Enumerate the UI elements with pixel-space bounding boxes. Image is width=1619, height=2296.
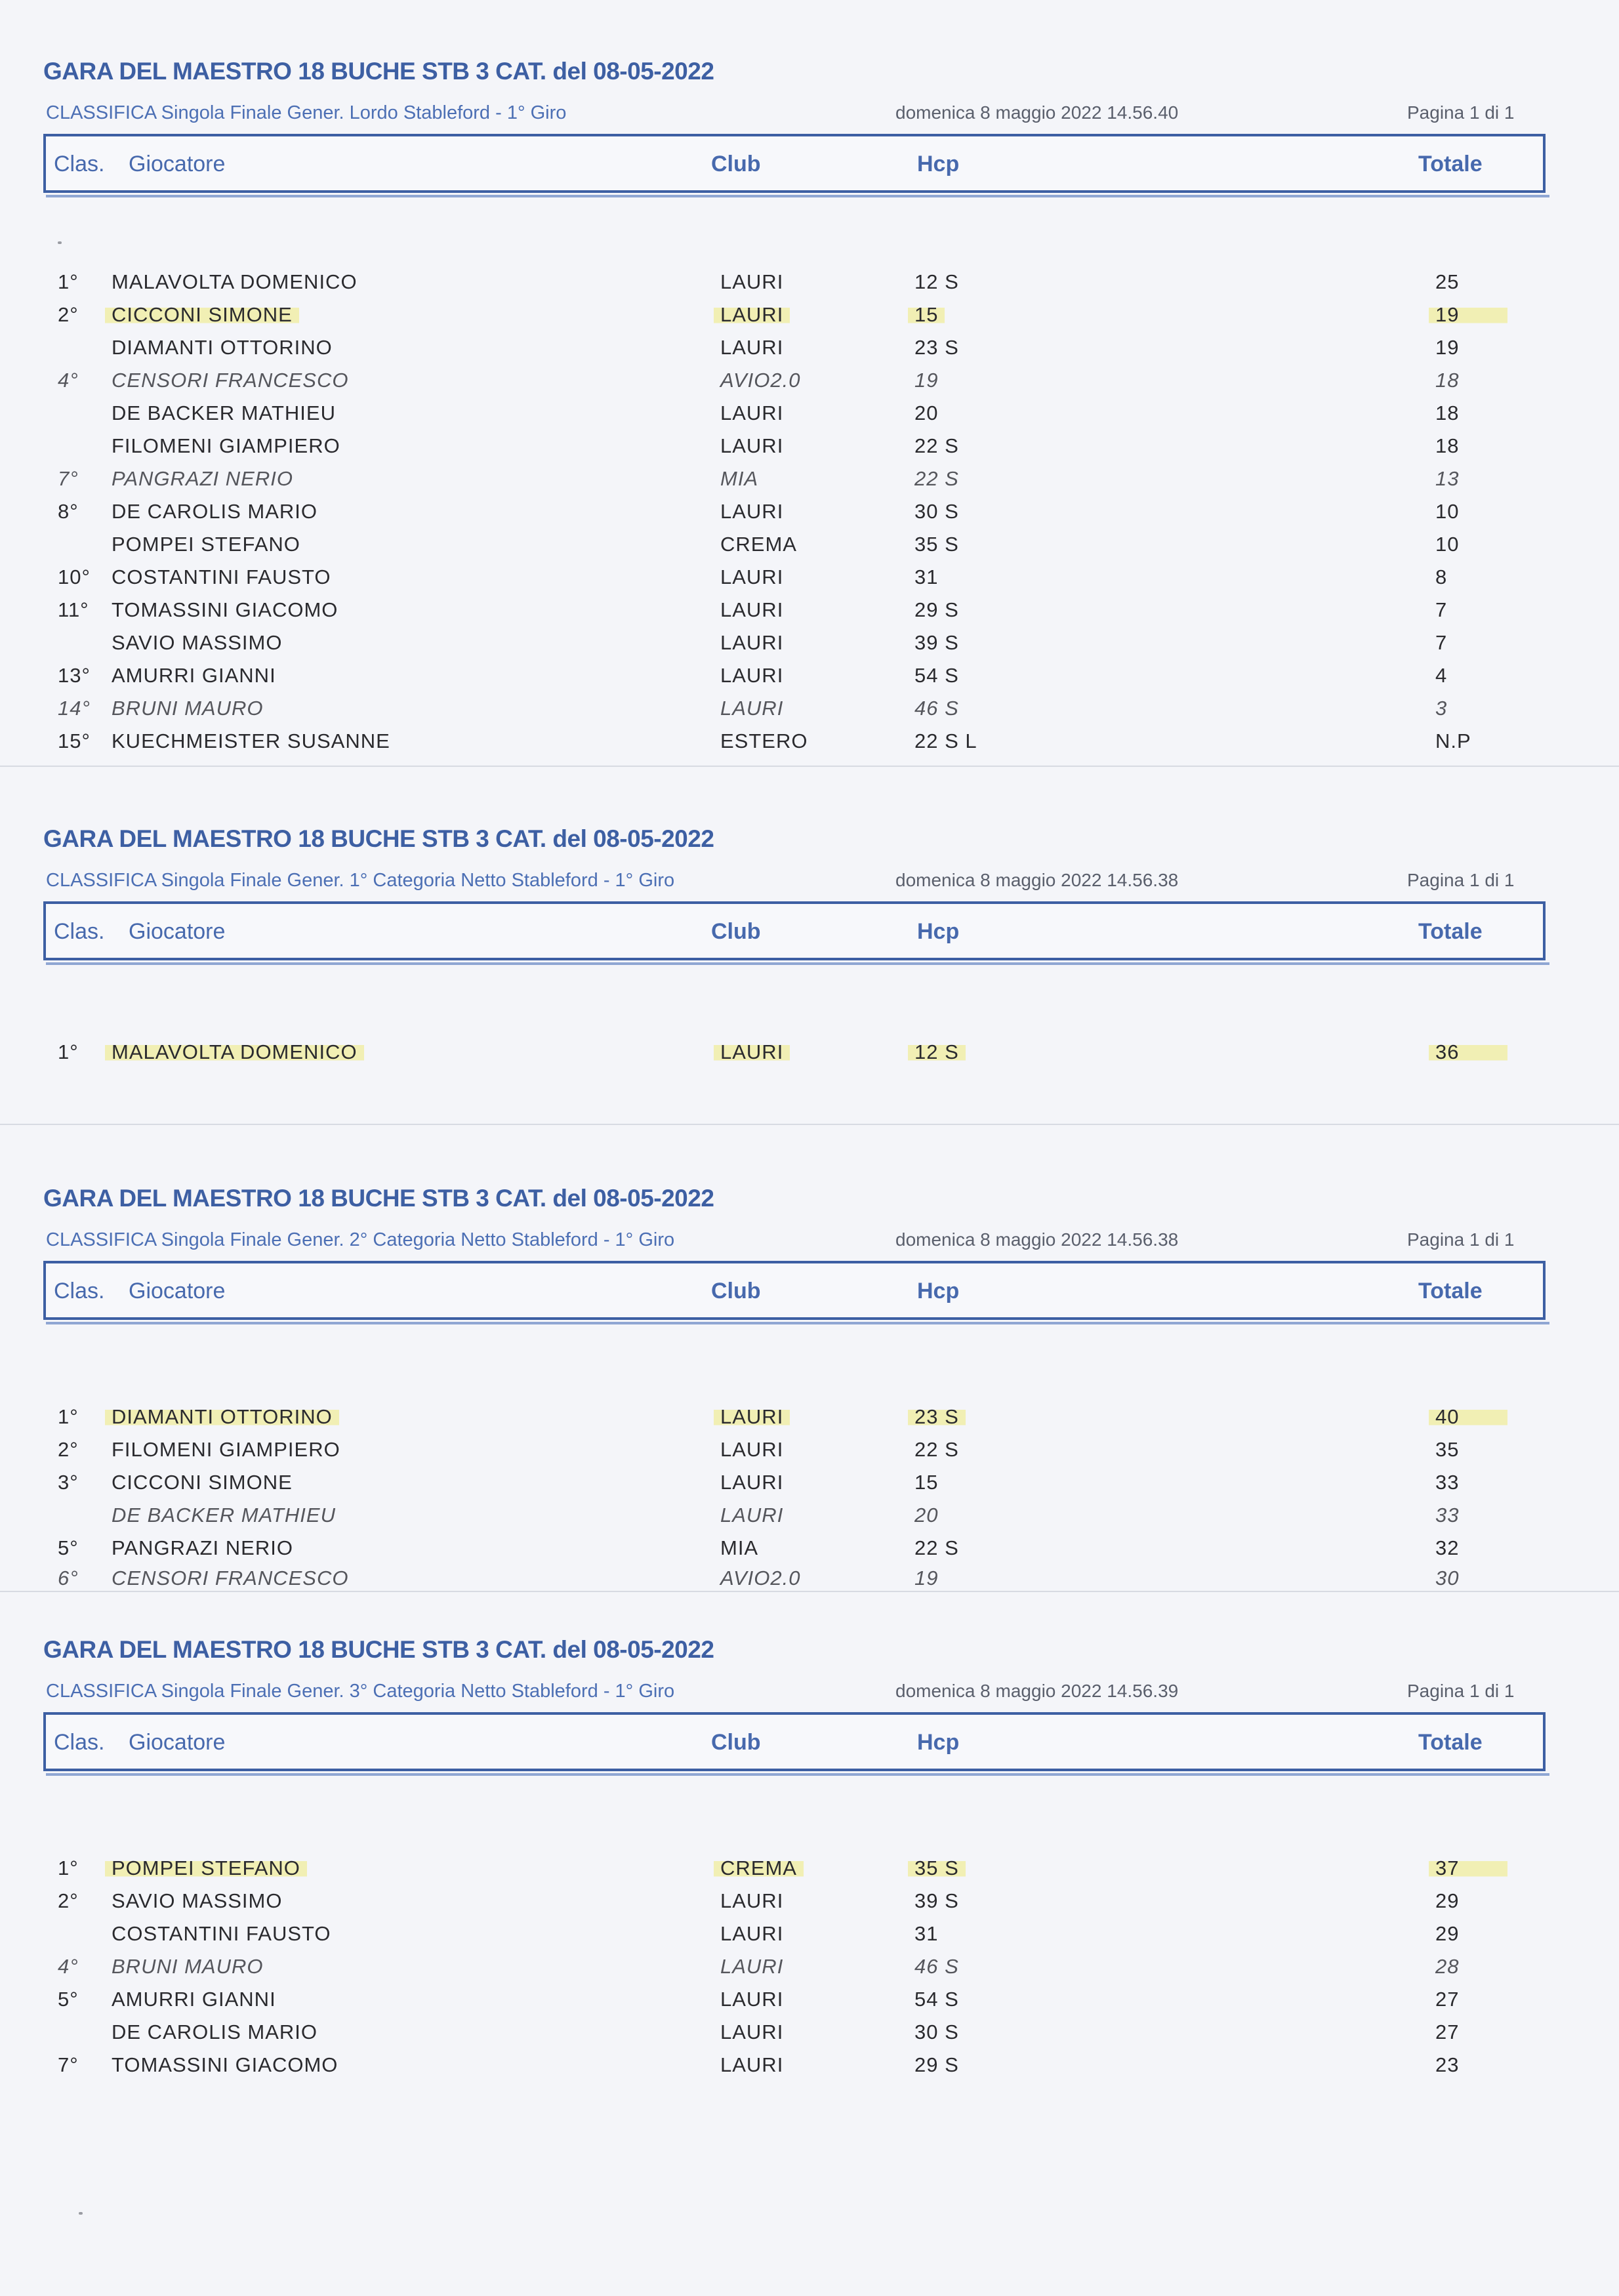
section-title: GARA DEL MAESTRO 18 BUCHE STB 3 CAT. del 08-05-2022 bbox=[43, 825, 714, 852]
club-name: LAURI bbox=[720, 336, 784, 359]
player-name: MALAVOLTA DOMENICO bbox=[112, 270, 358, 293]
header-underline bbox=[46, 1773, 1549, 1776]
print-datetime: domenica 8 maggio 2022 14.56.39 bbox=[895, 1681, 1179, 1701]
header-clas: Clas. bbox=[54, 152, 105, 176]
total-score: 37 bbox=[1429, 1856, 1507, 1880]
club-name: LAURI bbox=[720, 598, 784, 621]
print-datetime: domenica 8 maggio 2022 14.56.38 bbox=[895, 870, 1179, 890]
table-row bbox=[0, 467, 1619, 497]
club-name: LAURI bbox=[714, 303, 790, 327]
handicap: 30 S bbox=[914, 2020, 959, 2043]
player-name: DE BACKER MATHIEU bbox=[112, 1504, 336, 1527]
total-score: 27 bbox=[1435, 1988, 1460, 2011]
player-name: BRUNI MAURO bbox=[112, 1955, 264, 1978]
page-number: Pagina 1 di 1 bbox=[1407, 1681, 1515, 1701]
table-row bbox=[0, 401, 1619, 432]
section-subtitle: CLASSIFICA Singola Finale Gener. 3° Categoria Netto Stableford - 1° Giro bbox=[46, 1681, 675, 1702]
table-row bbox=[0, 1856, 1619, 1887]
rank: 2° bbox=[58, 303, 79, 326]
handicap: 20 bbox=[914, 1504, 939, 1527]
total-score: 13 bbox=[1435, 467, 1460, 490]
total-score: 33 bbox=[1435, 1504, 1460, 1527]
header-total: Totale bbox=[1418, 152, 1483, 176]
rank: 4° bbox=[58, 369, 79, 392]
page-number: Pagina 1 di 1 bbox=[1407, 1229, 1515, 1250]
header-player: Giocatore bbox=[129, 1279, 226, 1303]
handicap: 23 S bbox=[914, 336, 959, 359]
handicap: 20 bbox=[914, 401, 939, 424]
handicap: 22 S bbox=[914, 1536, 959, 1559]
page-number: Pagina 1 di 1 bbox=[1407, 102, 1515, 123]
table-row bbox=[0, 1536, 1619, 1567]
club-name: MIA bbox=[720, 1536, 759, 1559]
table-row bbox=[0, 697, 1619, 727]
rank: 11° bbox=[58, 598, 89, 621]
club-name: LAURI bbox=[720, 1438, 784, 1461]
header-hcp: Hcp bbox=[917, 919, 960, 944]
table-row bbox=[0, 1471, 1619, 1501]
total-score: 25 bbox=[1435, 270, 1460, 293]
club-name: ESTERO bbox=[720, 729, 808, 752]
handicap: 35 S bbox=[908, 1856, 966, 1880]
player-name: COSTANTINI FAUSTO bbox=[112, 565, 331, 588]
section-subtitle: CLASSIFICA Singola Finale Gener. Lordo Stableford - 1° Giro bbox=[46, 102, 567, 123]
table-row bbox=[0, 2020, 1619, 2051]
total-score: 35 bbox=[1435, 1438, 1460, 1461]
player-name: CENSORI FRANCESCO bbox=[112, 369, 349, 392]
print-datetime: domenica 8 maggio 2022 14.56.38 bbox=[895, 1229, 1179, 1250]
player-name: DIAMANTI OTTORINO bbox=[112, 336, 333, 359]
total-score: 18 bbox=[1435, 401, 1460, 424]
stray-mark bbox=[58, 241, 62, 244]
player-name: FILOMENI GIAMPIERO bbox=[112, 1438, 340, 1461]
player-name: AMURRI GIANNI bbox=[112, 1988, 276, 2011]
header-clas: Clas. bbox=[54, 919, 105, 944]
club-name: LAURI bbox=[714, 1040, 790, 1064]
table-row bbox=[0, 729, 1619, 760]
club-name: LAURI bbox=[720, 697, 784, 720]
section-title: GARA DEL MAESTRO 18 BUCHE STB 3 CAT. del 08-05-2022 bbox=[43, 58, 714, 85]
club-name: LAURI bbox=[720, 1471, 784, 1494]
handicap: 15 bbox=[914, 1471, 939, 1494]
handicap: 54 S bbox=[914, 1988, 959, 2011]
section-subtitle: CLASSIFICA Singola Finale Gener. 1° Categoria Netto Stableford - 1° Giro bbox=[46, 870, 675, 891]
header-club: Club bbox=[711, 1279, 761, 1303]
club-name: LAURI bbox=[720, 270, 784, 293]
table-row bbox=[0, 565, 1619, 596]
club-name: AVIO2.0 bbox=[720, 369, 801, 392]
paper-fold-line bbox=[0, 766, 1619, 767]
total-score: 18 bbox=[1435, 369, 1460, 392]
rank: 8° bbox=[58, 500, 79, 523]
header-club: Club bbox=[711, 1730, 761, 1755]
player-name: FILOMENI GIAMPIERO bbox=[112, 434, 340, 457]
total-score: N.P bbox=[1435, 729, 1471, 752]
player-name: MALAVOLTA DOMENICO bbox=[105, 1040, 364, 1064]
player-name: TOMASSINI GIACOMO bbox=[112, 598, 338, 621]
player-name: AMURRI GIANNI bbox=[112, 664, 276, 687]
table-row bbox=[0, 1567, 1619, 1597]
handicap: 31 bbox=[914, 565, 939, 588]
handicap: 12 S bbox=[908, 1040, 966, 1064]
handicap: 23 S bbox=[908, 1405, 966, 1429]
handicap: 31 bbox=[914, 1922, 939, 1945]
total-score: 19 bbox=[1435, 336, 1460, 359]
club-name: AVIO2.0 bbox=[720, 1567, 801, 1589]
club-name: LAURI bbox=[720, 500, 784, 523]
page-number: Pagina 1 di 1 bbox=[1407, 870, 1515, 890]
table-row bbox=[0, 369, 1619, 399]
player-name: TOMASSINI GIACOMO bbox=[112, 2053, 338, 2076]
table-row bbox=[0, 1922, 1619, 1952]
club-name: LAURI bbox=[720, 2053, 784, 2076]
player-name: SAVIO MASSIMO bbox=[112, 631, 283, 654]
handicap: 12 S bbox=[914, 270, 959, 293]
table-row bbox=[0, 1438, 1619, 1468]
table-header bbox=[43, 1712, 1546, 1771]
table-header bbox=[43, 134, 1546, 193]
rank: 1° bbox=[58, 270, 79, 293]
club-name: CREMA bbox=[720, 533, 797, 556]
club-name: LAURI bbox=[714, 1405, 790, 1429]
header-club: Club bbox=[711, 919, 761, 944]
header-total: Totale bbox=[1418, 1279, 1483, 1303]
total-score: 19 bbox=[1429, 303, 1507, 327]
rank: 1° bbox=[58, 1405, 79, 1428]
handicap: 19 bbox=[914, 369, 939, 392]
club-name: LAURI bbox=[720, 1889, 784, 1912]
table-row bbox=[0, 1504, 1619, 1534]
player-name: COSTANTINI FAUSTO bbox=[112, 1922, 331, 1945]
header-underline bbox=[46, 195, 1549, 197]
handicap: 22 S bbox=[914, 1438, 959, 1461]
club-name: LAURI bbox=[720, 401, 784, 424]
player-name: CENSORI FRANCESCO bbox=[112, 1567, 349, 1589]
player-name: BRUNI MAURO bbox=[112, 697, 264, 720]
section-title: GARA DEL MAESTRO 18 BUCHE STB 3 CAT. del 08-05-2022 bbox=[43, 1185, 714, 1212]
header-player: Giocatore bbox=[129, 919, 226, 944]
header-player: Giocatore bbox=[129, 1730, 226, 1755]
handicap: 15 bbox=[908, 303, 945, 327]
handicap: 22 S L bbox=[914, 729, 977, 752]
total-score: 33 bbox=[1435, 1471, 1460, 1494]
table-row bbox=[0, 631, 1619, 661]
table-row bbox=[0, 1889, 1619, 1919]
header-clas: Clas. bbox=[54, 1279, 105, 1303]
header-club: Club bbox=[711, 152, 761, 176]
stray-mark bbox=[79, 2212, 83, 2215]
handicap: 29 S bbox=[914, 598, 959, 621]
handicap: 22 S bbox=[914, 467, 959, 490]
rank: 14° bbox=[58, 697, 91, 720]
total-score: 3 bbox=[1435, 697, 1448, 720]
table-row bbox=[0, 434, 1619, 464]
handicap: 30 S bbox=[914, 500, 959, 523]
total-score: 36 bbox=[1429, 1040, 1507, 1064]
total-score: 30 bbox=[1435, 1567, 1460, 1589]
player-name: POMPEI STEFANO bbox=[105, 1856, 307, 1880]
table-row bbox=[0, 270, 1619, 300]
player-name: CICCONI SIMONE bbox=[105, 303, 299, 327]
total-score: 32 bbox=[1435, 1536, 1460, 1559]
handicap: 54 S bbox=[914, 664, 959, 687]
section-title: GARA DEL MAESTRO 18 BUCHE STB 3 CAT. del 08-05-2022 bbox=[43, 1636, 714, 1663]
total-score: 8 bbox=[1435, 565, 1448, 588]
header-total: Totale bbox=[1418, 919, 1483, 944]
handicap: 19 bbox=[914, 1567, 939, 1589]
table-row bbox=[0, 1988, 1619, 2018]
table-header bbox=[43, 1261, 1546, 1320]
total-score: 10 bbox=[1435, 533, 1460, 556]
total-score: 29 bbox=[1435, 1922, 1460, 1945]
total-score: 7 bbox=[1435, 598, 1448, 621]
header-total: Totale bbox=[1418, 1730, 1483, 1755]
total-score: 4 bbox=[1435, 664, 1448, 687]
club-name: LAURI bbox=[720, 631, 784, 654]
rank: 10° bbox=[58, 565, 91, 588]
paper-fold-line bbox=[0, 1124, 1619, 1125]
rank: 7° bbox=[58, 467, 79, 490]
club-name: LAURI bbox=[720, 1504, 784, 1527]
club-name: LAURI bbox=[720, 565, 784, 588]
table-row bbox=[0, 2053, 1619, 2083]
player-name: KUECHMEISTER SUSANNE bbox=[112, 729, 390, 752]
table-row bbox=[0, 1040, 1619, 1071]
club-name: MIA bbox=[720, 467, 759, 490]
handicap: 35 S bbox=[914, 533, 959, 556]
print-datetime: domenica 8 maggio 2022 14.56.40 bbox=[895, 102, 1179, 123]
rank: 4° bbox=[58, 1955, 79, 1978]
table-row bbox=[0, 598, 1619, 628]
header-hcp: Hcp bbox=[917, 1730, 960, 1755]
rank: 1° bbox=[58, 1856, 79, 1879]
header-player: Giocatore bbox=[129, 152, 226, 176]
player-name: PANGRAZI NERIO bbox=[112, 467, 293, 490]
header-hcp: Hcp bbox=[917, 1279, 960, 1303]
rank: 5° bbox=[58, 1988, 79, 2011]
club-name: LAURI bbox=[720, 1988, 784, 2011]
player-name: POMPEI STEFANO bbox=[112, 533, 300, 556]
total-score: 7 bbox=[1435, 631, 1448, 654]
table-row bbox=[0, 303, 1619, 333]
club-name: CREMA bbox=[714, 1856, 804, 1880]
handicap: 22 S bbox=[914, 434, 959, 457]
club-name: LAURI bbox=[720, 434, 784, 457]
table-row bbox=[0, 500, 1619, 530]
player-name: DE CAROLIS MARIO bbox=[112, 2020, 318, 2043]
total-score: 29 bbox=[1435, 1889, 1460, 1912]
table-row bbox=[0, 664, 1619, 694]
rank: 2° bbox=[58, 1889, 79, 1912]
table-row bbox=[0, 1955, 1619, 1985]
player-name: PANGRAZI NERIO bbox=[112, 1536, 293, 1559]
header-clas: Clas. bbox=[54, 1730, 105, 1755]
header-hcp: Hcp bbox=[917, 152, 960, 176]
player-name: DE BACKER MATHIEU bbox=[112, 401, 336, 424]
handicap: 29 S bbox=[914, 2053, 959, 2076]
total-score: 28 bbox=[1435, 1955, 1460, 1978]
total-score: 23 bbox=[1435, 2053, 1460, 2076]
handicap: 39 S bbox=[914, 1889, 959, 1912]
rank: 5° bbox=[58, 1536, 79, 1559]
handicap: 46 S bbox=[914, 697, 959, 720]
section-subtitle: CLASSIFICA Singola Finale Gener. 2° Categoria Netto Stableford - 1° Giro bbox=[46, 1229, 675, 1250]
table-row bbox=[0, 336, 1619, 366]
rank: 6° bbox=[58, 1567, 79, 1589]
total-score: 27 bbox=[1435, 2020, 1460, 2043]
club-name: LAURI bbox=[720, 2020, 784, 2043]
rank: 15° bbox=[58, 729, 91, 752]
rank: 3° bbox=[58, 1471, 79, 1494]
rank: 7° bbox=[58, 2053, 79, 2076]
handicap: 46 S bbox=[914, 1955, 959, 1978]
rank: 1° bbox=[58, 1040, 79, 1063]
handicap: 39 S bbox=[914, 631, 959, 654]
total-score: 40 bbox=[1429, 1405, 1507, 1429]
rank: 2° bbox=[58, 1438, 79, 1461]
player-name: DIAMANTI OTTORINO bbox=[105, 1405, 339, 1429]
table-row bbox=[0, 533, 1619, 563]
header-underline bbox=[46, 962, 1549, 965]
player-name: CICCONI SIMONE bbox=[112, 1471, 293, 1494]
total-score: 10 bbox=[1435, 500, 1460, 523]
player-name: DE CAROLIS MARIO bbox=[112, 500, 318, 523]
header-underline bbox=[46, 1322, 1549, 1324]
table-row bbox=[0, 1405, 1619, 1435]
player-name: SAVIO MASSIMO bbox=[112, 1889, 283, 1912]
table-header bbox=[43, 901, 1546, 960]
total-score: 18 bbox=[1435, 434, 1460, 457]
club-name: LAURI bbox=[720, 1955, 784, 1978]
club-name: LAURI bbox=[720, 1922, 784, 1945]
rank: 13° bbox=[58, 664, 91, 687]
club-name: LAURI bbox=[720, 664, 784, 687]
